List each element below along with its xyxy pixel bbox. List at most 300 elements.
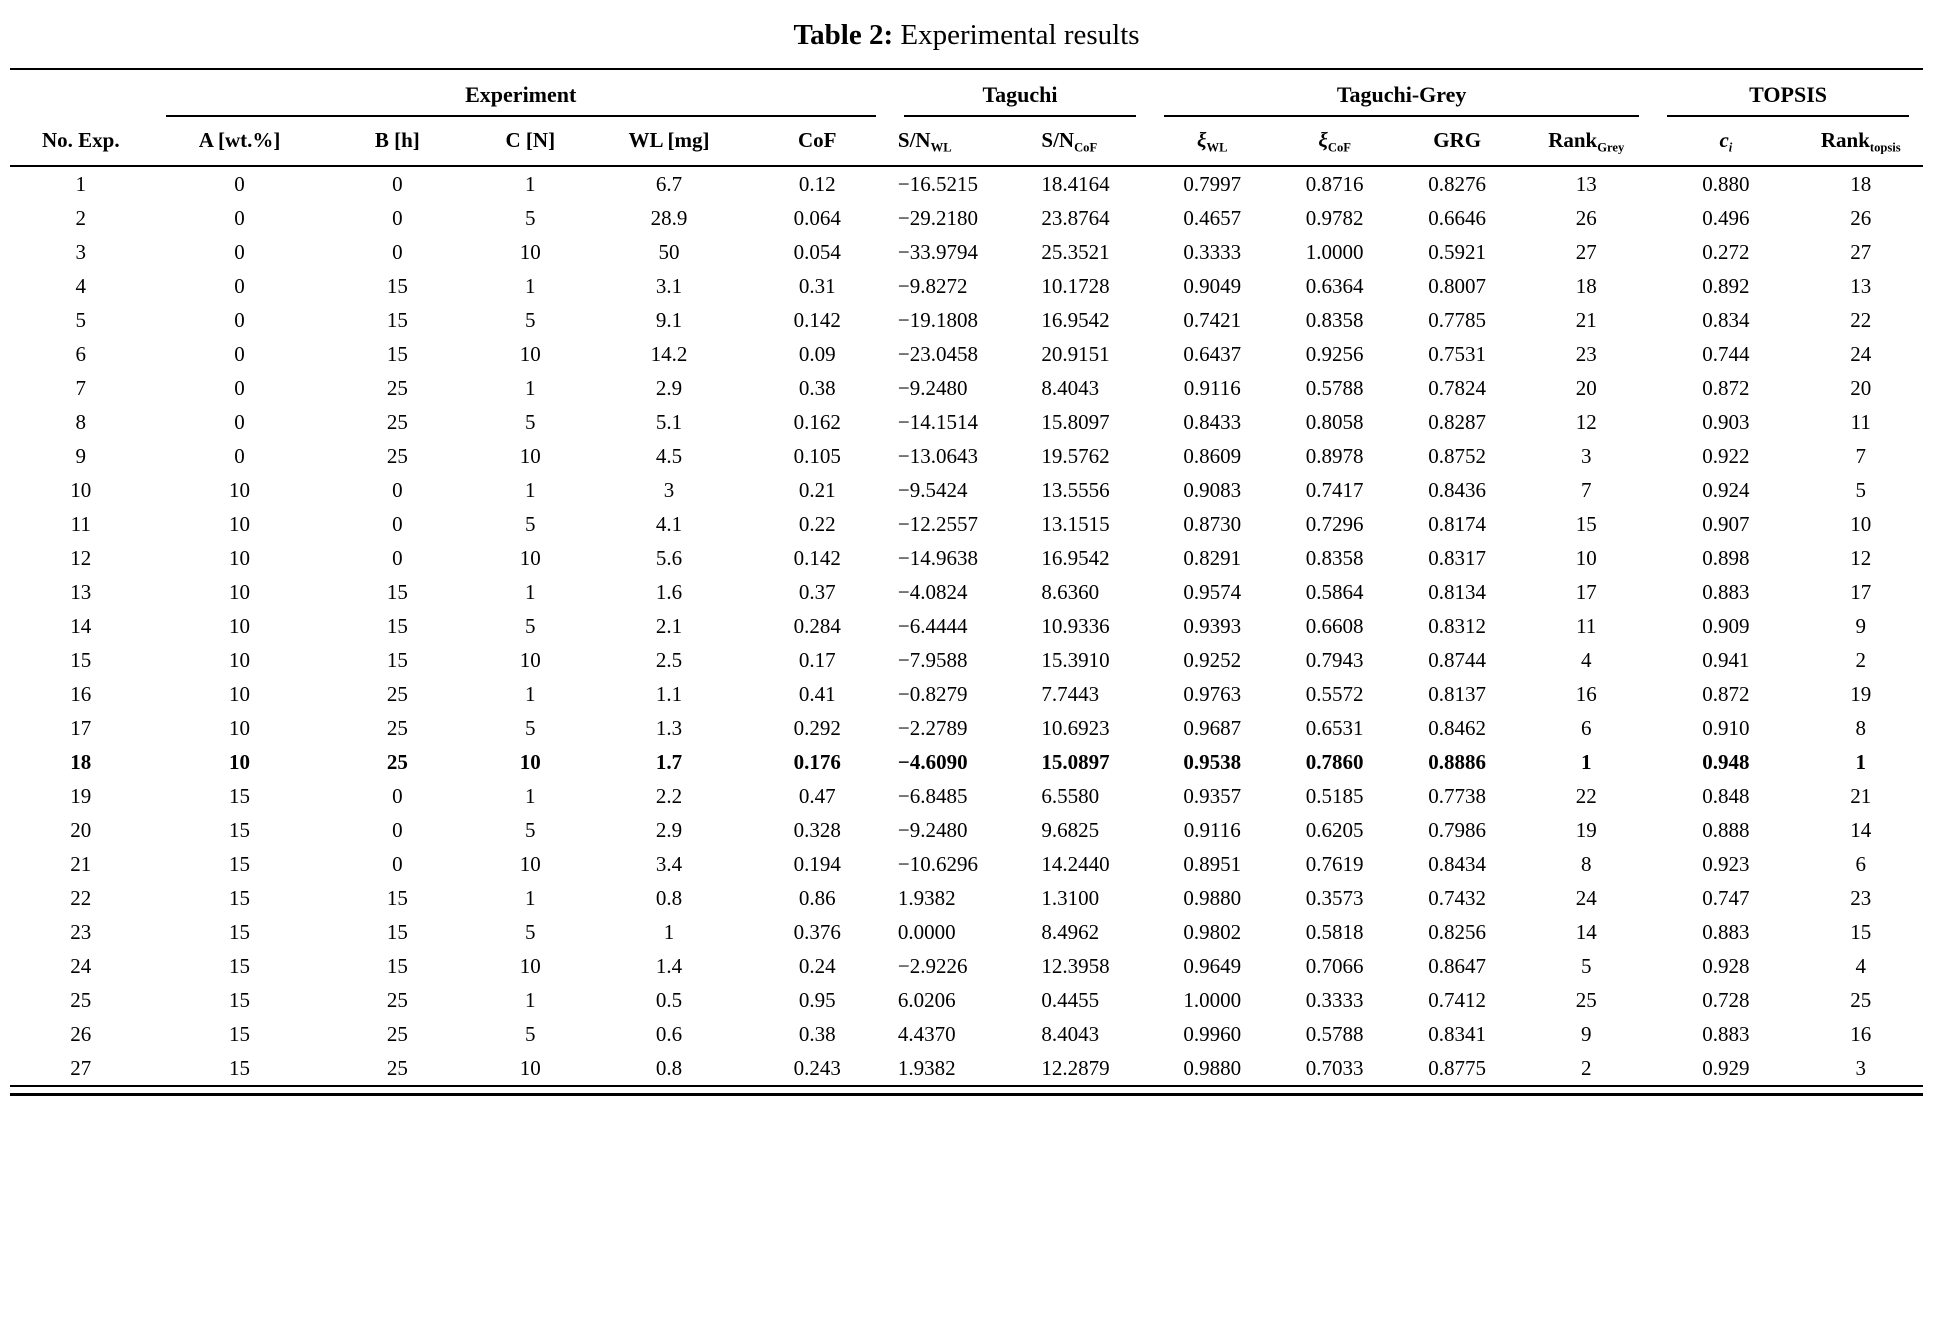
column-header-main: S/N xyxy=(897,128,931,152)
cell-xi-cof: 0.3573 xyxy=(1305,886,1364,910)
column-header-ci xyxy=(1653,117,1798,166)
cell-grg: 0.8462 xyxy=(1428,716,1486,740)
cell-ci: 0.883 xyxy=(1702,1022,1750,1046)
cell-sn-cof: 12.2879 xyxy=(1041,1056,1110,1080)
cell-grg: 0.8744 xyxy=(1428,648,1486,672)
column-header-subscript: CoF xyxy=(1074,140,1098,155)
cell-sn-cof: 16.9542 xyxy=(1041,308,1110,332)
cell-rank-grey: 12 xyxy=(1575,410,1597,434)
cell-b-h: 15 xyxy=(386,580,408,604)
cell-rank-topsis: 23 xyxy=(1850,886,1872,910)
column-header-main: B [h] xyxy=(374,128,420,152)
cell-xi-cof: 0.6364 xyxy=(1305,274,1364,298)
cell-a-wt: 15 xyxy=(229,920,251,944)
cell-sn-wl: −4.0824 xyxy=(897,580,968,604)
cell-cof: 0.376 xyxy=(793,920,841,944)
cell-rank-topsis: 11 xyxy=(1850,410,1871,434)
cell-no-exp: 7 xyxy=(75,376,87,400)
cell-no-exp: 10 xyxy=(70,478,92,502)
cell-b-h: 15 xyxy=(386,614,408,638)
table-row xyxy=(10,677,1923,711)
cell-no-exp: 1 xyxy=(75,172,87,196)
cell-b-h: 0 xyxy=(392,206,403,230)
cell-xi-cof: 0.7066 xyxy=(1305,954,1364,978)
group-header-taguchi xyxy=(890,69,1150,117)
cell-wl-mg: 5.6 xyxy=(655,546,683,570)
table-row xyxy=(10,405,1923,439)
cell-rank-grey: 15 xyxy=(1575,512,1597,536)
table-row xyxy=(10,643,1923,677)
cell-grg: 0.7785 xyxy=(1428,308,1486,332)
cell-sn-cof: 13.5556 xyxy=(1041,478,1110,502)
cell-grg: 0.7738 xyxy=(1428,784,1486,808)
table-row xyxy=(10,201,1923,235)
table-row xyxy=(10,609,1923,643)
cell-wl-mg: 2.1 xyxy=(655,614,683,638)
cell-no-exp: 23 xyxy=(70,920,92,944)
column-header-main: A [wt.%] xyxy=(198,128,281,152)
group-header-empty xyxy=(10,69,152,117)
cell-ci: 0.747 xyxy=(1702,886,1750,910)
cell-grg: 0.8007 xyxy=(1428,274,1486,298)
cell-xi-cof: 0.8358 xyxy=(1305,308,1364,332)
cell-ci: 0.922 xyxy=(1702,444,1750,468)
cell-rank-topsis: 26 xyxy=(1850,206,1872,230)
cell-a-wt: 15 xyxy=(229,784,251,808)
cell-sn-cof: 23.8764 xyxy=(1041,206,1110,230)
cell-b-h: 0 xyxy=(392,784,403,808)
cell-no-exp: 3 xyxy=(75,240,87,264)
cell-ci: 0.744 xyxy=(1702,342,1750,366)
column-header-rank-topsis xyxy=(1799,117,1923,166)
cell-a-wt: 0 xyxy=(234,206,245,230)
cell-sn-wl: −12.2557 xyxy=(897,512,979,536)
cell-b-h: 25 xyxy=(386,376,408,400)
cell-rank-topsis: 20 xyxy=(1850,376,1872,400)
cell-xi-wl: 0.9802 xyxy=(1183,920,1242,944)
column-header-row xyxy=(10,117,1923,166)
cell-xi-wl: 0.9393 xyxy=(1183,614,1242,638)
cell-a-wt: 15 xyxy=(229,954,251,978)
cell-sn-wl: −29.2180 xyxy=(897,206,979,230)
cell-a-wt: 15 xyxy=(229,1056,251,1080)
cell-sn-wl: 6.0206 xyxy=(897,988,956,1012)
table-row xyxy=(10,269,1923,303)
cell-rank-topsis: 13 xyxy=(1850,274,1872,298)
cell-c-n: 5 xyxy=(525,716,536,740)
column-header-main: No. Exp. xyxy=(41,128,120,152)
table-row xyxy=(10,1051,1923,1086)
cell-a-wt: 0 xyxy=(234,376,245,400)
cell-rank-topsis: 4 xyxy=(1855,954,1867,978)
cell-sn-wl: −9.2480 xyxy=(897,818,968,842)
cell-rank-topsis: 5 xyxy=(1855,478,1867,502)
cell-a-wt: 10 xyxy=(229,682,251,706)
table-row xyxy=(10,779,1923,813)
cell-rank-topsis: 27 xyxy=(1850,240,1872,264)
table-row xyxy=(10,881,1923,915)
cell-sn-wl: 0.0000 xyxy=(897,920,956,944)
cell-sn-cof: 10.9336 xyxy=(1041,614,1110,638)
table-row xyxy=(10,711,1923,745)
cell-ci: 0.903 xyxy=(1702,410,1750,434)
cell-xi-cof: 0.7417 xyxy=(1305,478,1364,502)
cell-wl-mg: 2.5 xyxy=(655,648,683,672)
cell-xi-cof: 0.7943 xyxy=(1305,648,1364,672)
cell-c-n: 1 xyxy=(525,376,536,400)
cell-sn-cof: 12.3958 xyxy=(1041,954,1110,978)
cell-xi-cof: 0.3333 xyxy=(1305,988,1364,1012)
cell-grg: 0.8647 xyxy=(1428,954,1486,978)
cell-rank-topsis: 7 xyxy=(1855,444,1867,468)
cell-c-n: 5 xyxy=(525,206,536,230)
cell-ci: 0.907 xyxy=(1702,512,1750,536)
cell-a-wt: 15 xyxy=(229,818,251,842)
cell-rank-topsis: 15 xyxy=(1850,920,1872,944)
column-header-main: WL [mg] xyxy=(628,128,710,152)
table-title-label: Table 2: xyxy=(793,19,894,51)
cell-wl-mg: 14.2 xyxy=(650,342,688,366)
table-row xyxy=(10,235,1923,269)
cell-xi-cof: 0.5818 xyxy=(1305,920,1364,944)
cell-grg: 0.7824 xyxy=(1428,376,1486,400)
cell-xi-cof: 0.9782 xyxy=(1305,206,1364,230)
cell-wl-mg: 1.1 xyxy=(655,682,683,706)
cell-xi-wl: 0.9538 xyxy=(1183,750,1242,774)
cell-no-exp: 26 xyxy=(70,1022,92,1046)
table-row xyxy=(10,371,1923,405)
cell-a-wt: 15 xyxy=(229,886,251,910)
column-header-subscript: topsis xyxy=(1869,140,1901,155)
table-body xyxy=(10,166,1923,1086)
cell-no-exp: 11 xyxy=(70,512,91,536)
cell-sn-cof: 8.6360 xyxy=(1041,580,1100,604)
cell-ci: 0.883 xyxy=(1702,920,1750,944)
cell-cof: 0.064 xyxy=(793,206,841,230)
cell-c-n: 5 xyxy=(525,920,536,944)
cell-xi-cof: 0.7296 xyxy=(1305,512,1364,536)
cell-no-exp: 24 xyxy=(70,954,92,978)
cell-sn-wl: −33.9794 xyxy=(897,240,979,264)
cell-wl-mg: 1.4 xyxy=(655,954,683,978)
cell-ci: 0.872 xyxy=(1702,682,1750,706)
cell-xi-wl: 0.9763 xyxy=(1183,682,1242,706)
cell-cof: 0.105 xyxy=(793,444,841,468)
table-row xyxy=(10,337,1923,371)
cell-ci: 0.892 xyxy=(1702,274,1750,298)
cell-a-wt: 10 xyxy=(229,512,251,536)
cell-grg: 0.8317 xyxy=(1428,546,1486,570)
cell-no-exp: 15 xyxy=(70,648,92,672)
cell-xi-wl: 0.9649 xyxy=(1183,954,1242,978)
table-row xyxy=(10,1017,1923,1051)
cell-no-exp: 27 xyxy=(70,1056,92,1080)
cell-sn-wl: −9.8272 xyxy=(897,274,968,298)
cell-a-wt: 0 xyxy=(234,308,245,332)
cell-b-h: 15 xyxy=(386,886,408,910)
cell-cof: 0.86 xyxy=(798,886,836,910)
cell-grg: 0.8134 xyxy=(1428,580,1486,604)
cell-rank-grey: 5 xyxy=(1580,954,1592,978)
cell-ci: 0.728 xyxy=(1702,988,1750,1012)
cell-ci: 0.880 xyxy=(1702,172,1750,196)
cell-grg: 0.7531 xyxy=(1428,342,1486,366)
cell-ci: 0.924 xyxy=(1702,478,1750,502)
cell-xi-wl: 0.9357 xyxy=(1183,784,1242,808)
column-header-rank-grey xyxy=(1519,117,1653,166)
cell-cof: 0.22 xyxy=(798,512,836,536)
table-title-text: Experimental results xyxy=(900,19,1140,51)
group-header-label: Taguchi-Grey xyxy=(1164,82,1639,117)
column-header-subscript: CoF xyxy=(1327,140,1351,155)
cell-sn-wl: −14.9638 xyxy=(897,546,979,570)
cell-cof: 0.95 xyxy=(798,988,836,1012)
cell-ci: 0.888 xyxy=(1702,818,1750,842)
cell-cof: 0.142 xyxy=(793,308,841,332)
cell-no-exp: 4 xyxy=(75,274,87,298)
group-header-label: TOPSIS xyxy=(1667,82,1909,117)
cell-grg: 0.8775 xyxy=(1428,1056,1486,1080)
cell-xi-cof: 0.5864 xyxy=(1305,580,1364,604)
table-row xyxy=(10,983,1923,1017)
cell-cof: 0.37 xyxy=(798,580,836,604)
cell-sn-wl: −9.5424 xyxy=(897,478,968,502)
cell-sn-wl: −14.1514 xyxy=(897,410,979,434)
cell-cof: 0.12 xyxy=(798,172,836,196)
cell-rank-topsis: 14 xyxy=(1850,818,1872,842)
column-header-main: ξ xyxy=(1197,128,1207,152)
cell-xi-cof: 0.7860 xyxy=(1305,750,1364,774)
cell-xi-cof: 0.8358 xyxy=(1305,546,1364,570)
cell-xi-wl: 0.9880 xyxy=(1183,1056,1242,1080)
cell-ci: 0.872 xyxy=(1702,376,1750,400)
cell-c-n: 1 xyxy=(525,478,536,502)
table-row xyxy=(10,303,1923,337)
cell-wl-mg: 1 xyxy=(663,920,675,944)
cell-rank-grey: 1 xyxy=(1580,750,1592,774)
cell-c-n: 10 xyxy=(519,1056,541,1080)
table-row xyxy=(10,915,1923,949)
cell-grg: 0.8174 xyxy=(1428,512,1486,536)
cell-rank-grey: 11 xyxy=(1576,614,1597,638)
cell-rank-grey: 10 xyxy=(1575,546,1597,570)
cell-c-n: 1 xyxy=(525,988,536,1012)
cell-xi-wl: 0.8609 xyxy=(1183,444,1242,468)
column-header-c-n xyxy=(467,117,593,166)
cell-xi-wl: 0.9880 xyxy=(1183,886,1242,910)
cell-a-wt: 10 xyxy=(229,478,251,502)
column-header-main: C [N] xyxy=(505,128,556,152)
cell-rank-topsis: 21 xyxy=(1850,784,1872,808)
cell-xi-wl: 0.9116 xyxy=(1183,376,1241,400)
cell-b-h: 15 xyxy=(386,308,408,332)
cell-b-h: 0 xyxy=(392,240,403,264)
cell-no-exp: 22 xyxy=(70,886,92,910)
cell-cof: 0.292 xyxy=(793,716,841,740)
cell-c-n: 1 xyxy=(525,784,536,808)
cell-c-n: 10 xyxy=(519,954,541,978)
table-row xyxy=(10,541,1923,575)
cell-grg: 0.6646 xyxy=(1428,206,1486,230)
cell-rank-grey: 2 xyxy=(1580,1056,1592,1080)
cell-sn-wl: −2.9226 xyxy=(897,954,968,978)
cell-b-h: 15 xyxy=(386,954,408,978)
cell-c-n: 5 xyxy=(525,818,536,842)
cell-c-n: 10 xyxy=(519,444,541,468)
cell-xi-wl: 0.9049 xyxy=(1183,274,1242,298)
table-row xyxy=(10,745,1923,779)
cell-grg: 0.8341 xyxy=(1428,1022,1486,1046)
cell-cof: 0.054 xyxy=(793,240,841,264)
cell-cof: 0.47 xyxy=(798,784,836,808)
cell-a-wt: 0 xyxy=(234,342,245,366)
cell-a-wt: 0 xyxy=(234,410,245,434)
column-header-main: c xyxy=(1719,128,1729,152)
cell-a-wt: 10 xyxy=(229,580,251,604)
cell-no-exp: 9 xyxy=(75,444,87,468)
cell-no-exp: 21 xyxy=(70,852,92,876)
cell-cof: 0.41 xyxy=(798,682,836,706)
cell-grg: 0.8436 xyxy=(1428,478,1486,502)
cell-wl-mg: 2.9 xyxy=(655,376,683,400)
cell-b-h: 25 xyxy=(386,1056,408,1080)
group-header-row xyxy=(10,69,1923,117)
cell-cof: 0.243 xyxy=(793,1056,841,1080)
cell-cof: 0.38 xyxy=(798,1022,836,1046)
cell-rank-topsis: 12 xyxy=(1850,546,1872,570)
cell-cof: 0.176 xyxy=(793,750,841,774)
cell-wl-mg: 50 xyxy=(658,240,680,264)
cell-rank-grey: 14 xyxy=(1575,920,1597,944)
cell-ci: 0.848 xyxy=(1702,784,1750,808)
cell-rank-grey: 4 xyxy=(1580,648,1592,672)
cell-wl-mg: 4.5 xyxy=(655,444,683,468)
cell-c-n: 10 xyxy=(519,342,541,366)
cell-rank-grey: 21 xyxy=(1575,308,1597,332)
cell-c-n: 10 xyxy=(519,240,541,264)
cell-wl-mg: 2.9 xyxy=(655,818,683,842)
cell-b-h: 0 xyxy=(392,172,403,196)
cell-no-exp: 17 xyxy=(70,716,92,740)
cell-rank-topsis: 1 xyxy=(1855,750,1867,774)
cell-b-h: 0 xyxy=(392,852,403,876)
cell-sn-cof: 8.4043 xyxy=(1041,1022,1100,1046)
column-header-sn-cof xyxy=(1033,117,1150,166)
bottom-rule xyxy=(10,1093,1923,1096)
cell-cof: 0.142 xyxy=(793,546,841,570)
group-header-experiment xyxy=(152,69,890,117)
cell-sn-cof: 10.1728 xyxy=(1041,274,1110,298)
cell-no-exp: 16 xyxy=(70,682,92,706)
cell-xi-wl: 0.8951 xyxy=(1183,852,1242,876)
cell-rank-grey: 13 xyxy=(1575,172,1597,196)
column-header-subscript: Grey xyxy=(1597,140,1625,155)
cell-grg: 0.8287 xyxy=(1428,410,1486,434)
group-header-label: Experiment xyxy=(166,82,876,117)
table-head xyxy=(10,69,1923,166)
cell-b-h: 0 xyxy=(392,512,403,536)
cell-sn-wl: −4.6090 xyxy=(897,750,968,774)
column-header-cof xyxy=(745,117,890,166)
cell-ci: 0.948 xyxy=(1702,750,1750,774)
cell-wl-mg: 2.2 xyxy=(655,784,683,808)
cell-a-wt: 0 xyxy=(234,172,245,196)
cell-xi-cof: 0.6531 xyxy=(1305,716,1364,740)
cell-xi-cof: 0.5788 xyxy=(1305,1022,1364,1046)
cell-rank-grey: 19 xyxy=(1575,818,1597,842)
cell-sn-wl: −7.9588 xyxy=(897,648,968,672)
column-header-no-exp xyxy=(10,117,152,166)
column-header-main: GRG xyxy=(1433,128,1482,152)
cell-a-wt: 0 xyxy=(234,274,245,298)
cell-wl-mg: 5.1 xyxy=(655,410,683,434)
cell-rank-topsis: 6 xyxy=(1855,852,1867,876)
cell-wl-mg: 0.5 xyxy=(655,988,683,1012)
table-row xyxy=(10,813,1923,847)
cell-rank-topsis: 8 xyxy=(1855,716,1867,740)
cell-sn-cof: 8.4043 xyxy=(1041,376,1100,400)
cell-sn-wl: −2.2789 xyxy=(897,716,968,740)
column-header-main: Rank xyxy=(1820,128,1870,152)
cell-cof: 0.328 xyxy=(793,818,841,842)
table-row xyxy=(10,847,1923,881)
table-row xyxy=(10,439,1923,473)
cell-grg: 0.7986 xyxy=(1428,818,1486,842)
cell-wl-mg: 1.6 xyxy=(655,580,683,604)
cell-xi-wl: 0.6437 xyxy=(1183,342,1242,366)
group-header-taguchi-grey xyxy=(1150,69,1653,117)
cell-sn-wl: 1.9382 xyxy=(897,886,956,910)
cell-c-n: 1 xyxy=(525,580,536,604)
cell-no-exp: 12 xyxy=(70,546,92,570)
cell-no-exp: 6 xyxy=(75,342,87,366)
cell-xi-wl: 0.3333 xyxy=(1183,240,1242,264)
cell-wl-mg: 1.7 xyxy=(655,750,683,774)
cell-grg: 0.5921 xyxy=(1428,240,1486,264)
cell-no-exp: 19 xyxy=(70,784,92,808)
cell-b-h: 15 xyxy=(386,920,408,944)
cell-a-wt: 15 xyxy=(229,988,251,1012)
cell-rank-topsis: 24 xyxy=(1850,342,1872,366)
cell-sn-wl: 1.9382 xyxy=(897,1056,956,1080)
cell-rank-topsis: 16 xyxy=(1850,1022,1872,1046)
cell-grg: 0.8137 xyxy=(1428,682,1486,706)
cell-xi-wl: 1.0000 xyxy=(1183,988,1242,1012)
cell-rank-grey: 3 xyxy=(1580,444,1592,468)
cell-a-wt: 15 xyxy=(229,1022,251,1046)
cell-sn-wl: −6.4444 xyxy=(897,614,968,638)
cell-ci: 0.923 xyxy=(1702,852,1750,876)
cell-rank-grey: 24 xyxy=(1575,886,1597,910)
column-header-a-wt xyxy=(152,117,328,166)
cell-xi-wl: 0.9574 xyxy=(1183,580,1242,604)
cell-no-exp: 8 xyxy=(75,410,87,434)
column-header-main: S/N xyxy=(1041,128,1075,152)
group-header-topsis xyxy=(1653,69,1923,117)
cell-wl-mg: 0.6 xyxy=(655,1022,683,1046)
cell-rank-topsis: 9 xyxy=(1855,614,1867,638)
cell-c-n: 10 xyxy=(519,546,541,570)
table-title xyxy=(10,18,1923,52)
cell-rank-topsis: 25 xyxy=(1850,988,1872,1012)
cell-b-h: 25 xyxy=(386,988,408,1012)
cell-cof: 0.194 xyxy=(793,852,841,876)
group-header-label: Taguchi xyxy=(904,82,1136,117)
cell-no-exp: 18 xyxy=(70,750,92,774)
cell-rank-grey: 16 xyxy=(1575,682,1597,706)
cell-sn-cof: 20.9151 xyxy=(1041,342,1110,366)
cell-a-wt: 0 xyxy=(234,240,245,264)
